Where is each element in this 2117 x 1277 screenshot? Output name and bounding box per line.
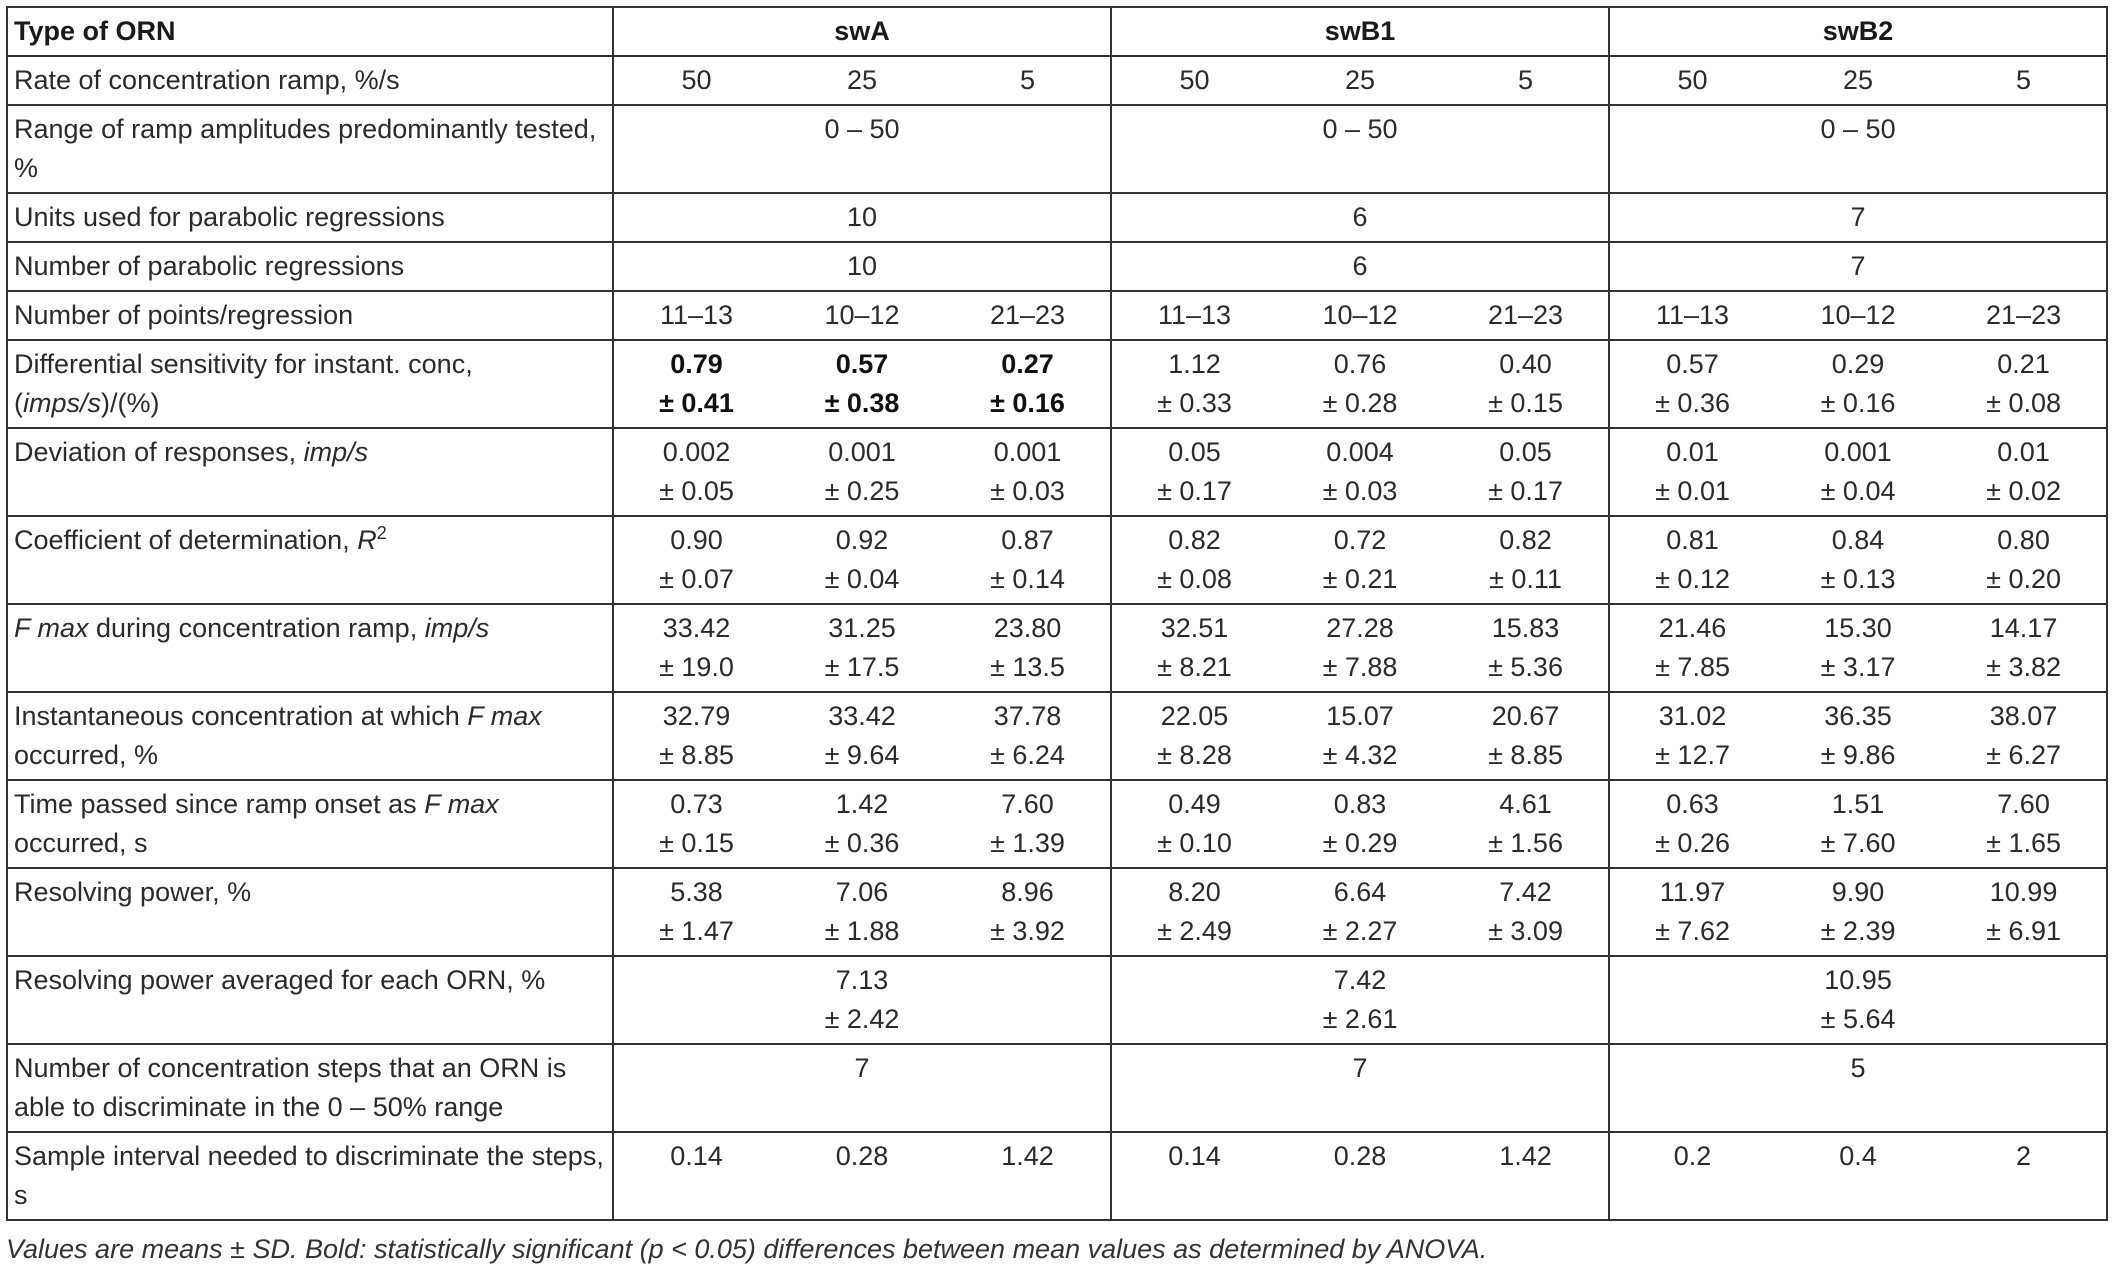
cell [779, 428, 945, 516]
cell: 1.42 [945, 1132, 1111, 1220]
sd-value: ± 5.36 [1488, 652, 1563, 682]
label-text: during concentration ramp, [88, 613, 425, 643]
table-row [7, 516, 2107, 604]
mean-value: 8.96 [1001, 877, 1054, 907]
mean-value: 0.29 [1831, 349, 1885, 379]
cell: 21–23 [945, 291, 1111, 340]
mean-value: 6.64 [1333, 877, 1387, 907]
cell: 7 [1111, 1044, 1609, 1132]
mean-value: 0.01 [1666, 437, 1719, 467]
mean-value: 0.80 [1997, 525, 2050, 555]
mean-value: 32.79 [662, 701, 731, 731]
mean-value: 0.90 [670, 525, 723, 555]
sd-value: ± 0.08 [1986, 388, 2061, 418]
cell [1111, 692, 1277, 780]
cell [1277, 604, 1443, 692]
sd-value: ± 0.33 [1157, 388, 1232, 418]
mean-value: 0.76 [1333, 349, 1387, 379]
sd-value: ± 2.39 [1820, 916, 1896, 946]
mean-value: 1.51 [1831, 789, 1885, 819]
cell: 5 [1609, 1044, 2107, 1132]
sd-value: ± 1.56 [1488, 828, 1563, 858]
sd-value: ± 0.26 [1655, 828, 1730, 858]
cell [945, 868, 1111, 956]
cell: 7 [1609, 242, 2107, 291]
mean-value: 9.90 [1831, 877, 1885, 907]
sd-value: ± 0.03 [990, 476, 1065, 506]
sd-value: ± 7.62 [1655, 916, 1730, 946]
mean-value: 0.001 [993, 437, 1062, 467]
mean-value: 33.42 [828, 701, 896, 731]
mean-value: 1.12 [1168, 349, 1221, 379]
cell [613, 340, 779, 428]
cell [1609, 780, 1775, 868]
label-italic: F max [14, 613, 89, 643]
sd-value: ± 5.64 [1820, 1004, 1896, 1034]
cell: 11–13 [613, 291, 779, 340]
mean-value: 0.001 [1824, 437, 1892, 467]
cell: 6 [1111, 242, 1609, 291]
mean-value: 0.63 [1666, 789, 1719, 819]
label-text: )/(%) [101, 388, 160, 418]
cell: 0.14 [613, 1132, 779, 1220]
sd-value: ± 0.36 [824, 828, 900, 858]
cell [613, 780, 779, 868]
cell [613, 428, 779, 516]
row-label [7, 692, 613, 780]
cell: 2 [1941, 1132, 2107, 1220]
cell: 6 [1111, 193, 1609, 242]
group-header: swB2 [1609, 7, 2107, 56]
sd-value: ± 0.17 [1157, 476, 1232, 506]
mean-value: 0.001 [828, 437, 896, 467]
cell [945, 692, 1111, 780]
cell [1775, 516, 1941, 604]
group-header: swB1 [1111, 7, 1609, 56]
sd-value: ± 6.24 [990, 740, 1065, 770]
table-row [7, 340, 2107, 428]
sd-value: ± 2.27 [1322, 916, 1398, 946]
mean-value: 0.05 [1168, 437, 1221, 467]
sd-value: ± 0.07 [659, 564, 734, 594]
mean-value: 32.51 [1160, 613, 1229, 643]
cell: 0 – 50 [1111, 105, 1609, 193]
cell [1277, 340, 1443, 428]
sd-value: ± 0.29 [1322, 828, 1398, 858]
mean-value: 0.21 [1997, 349, 2050, 379]
sd-value: ± 0.02 [1986, 476, 2061, 506]
cell: 10 [613, 193, 1111, 242]
mean-value: 31.02 [1658, 701, 1727, 731]
label-text: Coefficient of determination, [14, 525, 358, 555]
table-row [7, 56, 2107, 105]
cell [1443, 428, 1609, 516]
cell: 25 [1277, 56, 1443, 105]
row-label: Rate of concentration ramp, %/s [7, 56, 613, 105]
sd-value: ± 7.88 [1322, 652, 1398, 682]
row-label [7, 428, 613, 516]
cell [945, 428, 1111, 516]
cell: 0.28 [779, 1132, 945, 1220]
cell: 0.2 [1609, 1132, 1775, 1220]
sd-value: ± 8.28 [1157, 740, 1232, 770]
sd-value: ± 1.47 [659, 916, 734, 946]
label-italic: F max [467, 701, 542, 731]
cell [1941, 692, 2107, 780]
type-header: Type of ORN [7, 7, 613, 56]
cell [1609, 956, 2107, 1044]
cell [779, 780, 945, 868]
mean-value: 33.42 [662, 613, 731, 643]
table-row [7, 692, 2107, 780]
cell [1111, 780, 1277, 868]
orn-table [6, 6, 2108, 1221]
sd-value: ± 0.15 [1488, 388, 1563, 418]
sd-value: ± 3.92 [990, 916, 1065, 946]
cell [1111, 340, 1277, 428]
sd-value: ± 2.49 [1157, 916, 1232, 946]
table-body [7, 56, 2107, 1220]
mean-value: 36.35 [1824, 701, 1892, 731]
sd-value: ± 1.88 [824, 916, 900, 946]
table-row [7, 242, 2107, 291]
cell: 7 [1609, 193, 2107, 242]
label-text: Time passed since ramp onset as [14, 789, 425, 819]
sd-value: ± 0.20 [1986, 564, 2061, 594]
label-text: ( [14, 388, 23, 418]
row-label: Range of ramp amplitudes predominantly tested, % [7, 105, 613, 193]
cell: 21–23 [1941, 291, 2107, 340]
cell [1277, 692, 1443, 780]
label-italic: imps/s [23, 388, 102, 418]
cell [1443, 604, 1609, 692]
cell [945, 780, 1111, 868]
mean-value: 0.40 [1499, 349, 1552, 379]
cell [1111, 428, 1277, 516]
sd-value: ± 12.7 [1655, 740, 1730, 770]
mean-value: 11.97 [1659, 877, 1726, 907]
mean-value: 23.80 [993, 613, 1062, 643]
cell [1443, 516, 1609, 604]
table-row [7, 956, 2107, 1044]
cell [779, 516, 945, 604]
cell [1111, 868, 1277, 956]
cell [1941, 340, 2107, 428]
sd-value: ± 0.17 [1488, 476, 1563, 506]
label-text: occurred, s [14, 828, 148, 858]
cell [613, 692, 779, 780]
mean-value: 4.61 [1499, 789, 1552, 819]
sd-value: ± 0.21 [1322, 564, 1398, 594]
cell: 50 [1111, 56, 1277, 105]
row-label [7, 516, 613, 604]
label-text: Differential sensitivity for instant. conc, [14, 349, 473, 379]
mean-value: 22.05 [1160, 701, 1229, 731]
header-row [7, 7, 2107, 56]
cell: 50 [1609, 56, 1775, 105]
label-italic: F max [424, 789, 499, 819]
sd-value: ± 0.11 [1489, 564, 1562, 594]
cell [1111, 956, 1609, 1044]
cell [1775, 604, 1941, 692]
sd-value: ± 3.09 [1488, 916, 1563, 946]
sd-value: ± 0.16 [1820, 388, 1896, 418]
cell: 21–23 [1443, 291, 1609, 340]
cell [945, 604, 1111, 692]
sd-value: ± 0.04 [824, 564, 900, 594]
sd-value: ± 8.85 [1488, 740, 1563, 770]
cell: 10–12 [1277, 291, 1443, 340]
cell [1775, 340, 1941, 428]
table-row [7, 1132, 2107, 1220]
mean-value: 7.42 [1499, 877, 1552, 907]
mean-value: 7.60 [1001, 789, 1054, 819]
mean-value: 0.87 [1001, 525, 1054, 555]
mean-value: 7.60 [1997, 789, 2050, 819]
mean-value: 7.06 [835, 877, 889, 907]
cell: 10 [613, 242, 1111, 291]
group-header: swA [613, 7, 1111, 56]
table-container [6, 6, 2106, 1267]
mean-value: 0.84 [1831, 525, 1885, 555]
cell: 25 [1775, 56, 1941, 105]
row-label [7, 604, 613, 692]
mean-value: 0.49 [1168, 789, 1221, 819]
mean-value: 0.57 [1666, 349, 1719, 379]
cell: 10–12 [779, 291, 945, 340]
cell [1111, 604, 1277, 692]
sd-value: ± 9.86 [1820, 740, 1896, 770]
mean-value: 7.42 [1333, 965, 1387, 995]
cell [1277, 428, 1443, 516]
cell: 0.4 [1775, 1132, 1941, 1220]
mean-value: 7.13 [835, 965, 889, 995]
mean-value: 0.82 [1168, 525, 1221, 555]
sd-value: ± 0.16 [990, 388, 1065, 418]
cell: 11–13 [1609, 291, 1775, 340]
cell [1775, 428, 1941, 516]
sd-value: ± 1.39 [990, 828, 1065, 858]
sd-value: ± 19.0 [659, 652, 734, 682]
label-text: Deviation of responses, [14, 437, 304, 467]
cell [1609, 340, 1775, 428]
row-label: Resolving power averaged for each ORN, % [7, 956, 613, 1044]
row-label [7, 780, 613, 868]
mean-value: 0.81 [1666, 525, 1719, 555]
mean-value: 0.57 [835, 349, 889, 379]
label-superscript: 2 [376, 523, 387, 543]
mean-value: 0.79 [670, 349, 723, 379]
cell: 0.28 [1277, 1132, 1443, 1220]
cell [779, 604, 945, 692]
cell [613, 868, 779, 956]
sd-value: ± 2.61 [1322, 1004, 1398, 1034]
cell: 0 – 50 [1609, 105, 2107, 193]
cell: 5 [1443, 56, 1609, 105]
table-row [7, 780, 2107, 868]
mean-value: 0.83 [1333, 789, 1387, 819]
mean-value: 37.78 [993, 701, 1062, 731]
mean-value: 0.05 [1499, 437, 1552, 467]
cell [1277, 516, 1443, 604]
sd-value: ± 0.01 [1655, 476, 1730, 506]
sd-value: ± 1.65 [1986, 828, 2061, 858]
sd-value: ± 0.41 [659, 388, 734, 418]
sd-value: ± 2.42 [824, 1004, 900, 1034]
cell: 7 [613, 1044, 1111, 1132]
cell [1111, 516, 1277, 604]
sd-value: ± 0.05 [659, 476, 734, 506]
table-row [7, 868, 2107, 956]
row-label: Number of parabolic regressions [7, 242, 613, 291]
mean-value: 15.83 [1491, 613, 1560, 643]
cell [779, 692, 945, 780]
mean-value: 15.30 [1824, 613, 1892, 643]
sd-value: ± 0.10 [1157, 828, 1232, 858]
mean-value: 10.95 [1824, 965, 1892, 995]
mean-value: 8.20 [1168, 877, 1221, 907]
cell: 50 [613, 56, 779, 105]
mean-value: 0.82 [1499, 525, 1552, 555]
cell [945, 340, 1111, 428]
sd-value: ± 0.38 [824, 388, 900, 418]
sd-value: ± 0.13 [1820, 564, 1896, 594]
table-row [7, 193, 2107, 242]
sd-value: ± 13.5 [990, 652, 1065, 682]
cell: 0.14 [1111, 1132, 1277, 1220]
cell [1609, 604, 1775, 692]
sd-value: ± 9.64 [824, 740, 900, 770]
cell [1609, 868, 1775, 956]
table-row [7, 604, 2107, 692]
table-row [7, 1044, 2107, 1132]
mean-value: 0.004 [1326, 437, 1394, 467]
table-row [7, 428, 2107, 516]
row-label [7, 340, 613, 428]
cell [1443, 692, 1609, 780]
cell [1443, 340, 1609, 428]
cell [779, 868, 945, 956]
sd-value: ± 0.12 [1655, 564, 1730, 594]
cell: 1.42 [1443, 1132, 1609, 1220]
cell [1941, 428, 2107, 516]
cell: 25 [779, 56, 945, 105]
label-italic: imp/s [303, 437, 369, 467]
sd-value: ± 0.03 [1322, 476, 1398, 506]
mean-value: 21.46 [1658, 613, 1727, 643]
sd-value: ± 6.91 [1986, 916, 2061, 946]
sd-value: ± 0.08 [1157, 564, 1232, 594]
sd-value: ± 0.04 [1820, 476, 1896, 506]
label-text: occurred, % [14, 740, 159, 770]
mean-value: 5.38 [670, 877, 723, 907]
mean-value: 20.67 [1491, 701, 1560, 731]
cell [1277, 868, 1443, 956]
sd-value: ± 3.82 [1986, 652, 2061, 682]
cell [1775, 868, 1941, 956]
cell: 0 – 50 [613, 105, 1111, 193]
mean-value: 0.01 [1997, 437, 2050, 467]
cell [1443, 780, 1609, 868]
cell [613, 516, 779, 604]
table-row [7, 105, 2107, 193]
mean-value: 31.25 [828, 613, 896, 643]
cell [1609, 692, 1775, 780]
table-row [7, 291, 2107, 340]
mean-value: 38.07 [1989, 701, 2058, 731]
mean-value: 0.27 [1001, 349, 1054, 379]
cell [1941, 780, 2107, 868]
sd-value: ± 3.17 [1820, 652, 1896, 682]
row-label: Units used for parabolic regressions [7, 193, 613, 242]
sd-value: ± 0.15 [659, 828, 734, 858]
row-label: Number of concentration steps that an ORN is able to discriminate in the 0 – 50% range [7, 1044, 613, 1132]
cell: 5 [1941, 56, 2107, 105]
cell: 10–12 [1775, 291, 1941, 340]
sd-value: ± 17.5 [824, 652, 900, 682]
cell [1775, 780, 1941, 868]
mean-value: 0.72 [1333, 525, 1387, 555]
sd-value: ± 6.27 [1986, 740, 2061, 770]
mean-value: 0.92 [835, 525, 889, 555]
sd-value: ± 4.32 [1322, 740, 1398, 770]
row-label: Number of points/regression [7, 291, 613, 340]
sd-value: ± 8.21 [1157, 652, 1232, 682]
label-italic: imp/s [424, 613, 490, 643]
cell: 11–13 [1111, 291, 1277, 340]
cell: 5 [945, 56, 1111, 105]
cell [1941, 516, 2107, 604]
sd-value: ± 7.60 [1820, 828, 1896, 858]
sd-value: ± 0.28 [1322, 388, 1398, 418]
cell [1277, 780, 1443, 868]
mean-value: 10.99 [1989, 877, 2058, 907]
sd-value: ± 8.85 [659, 740, 734, 770]
mean-value: 0.73 [670, 789, 723, 819]
cell [613, 604, 779, 692]
table-footnote: Values are means ± SD. Bold: statistically significant (p < 0.05) differences between mean values as determined by ANOVA. [6, 1234, 1488, 1264]
sd-value: ± 0.36 [1655, 388, 1730, 418]
cell [779, 340, 945, 428]
cell [1941, 868, 2107, 956]
cell [1775, 692, 1941, 780]
mean-value: 1.42 [835, 789, 889, 819]
cell [1443, 868, 1609, 956]
cell [1609, 428, 1775, 516]
sd-value: ± 7.85 [1655, 652, 1730, 682]
row-label: Sample interval needed to discriminate the steps, s [7, 1132, 613, 1220]
mean-value: 27.28 [1326, 613, 1394, 643]
mean-value: 0.002 [662, 437, 731, 467]
sd-value: ± 0.14 [990, 564, 1065, 594]
mean-value: 14.17 [1989, 613, 2058, 643]
cell [613, 956, 1111, 1044]
cell [1941, 604, 2107, 692]
row-label: Resolving power, % [7, 868, 613, 956]
sd-value: ± 0.25 [824, 476, 900, 506]
label-italic: R [357, 525, 377, 555]
label-text: Instantaneous concentration at which [14, 701, 468, 731]
cell [1609, 516, 1775, 604]
mean-value: 15.07 [1326, 701, 1394, 731]
cell [945, 516, 1111, 604]
